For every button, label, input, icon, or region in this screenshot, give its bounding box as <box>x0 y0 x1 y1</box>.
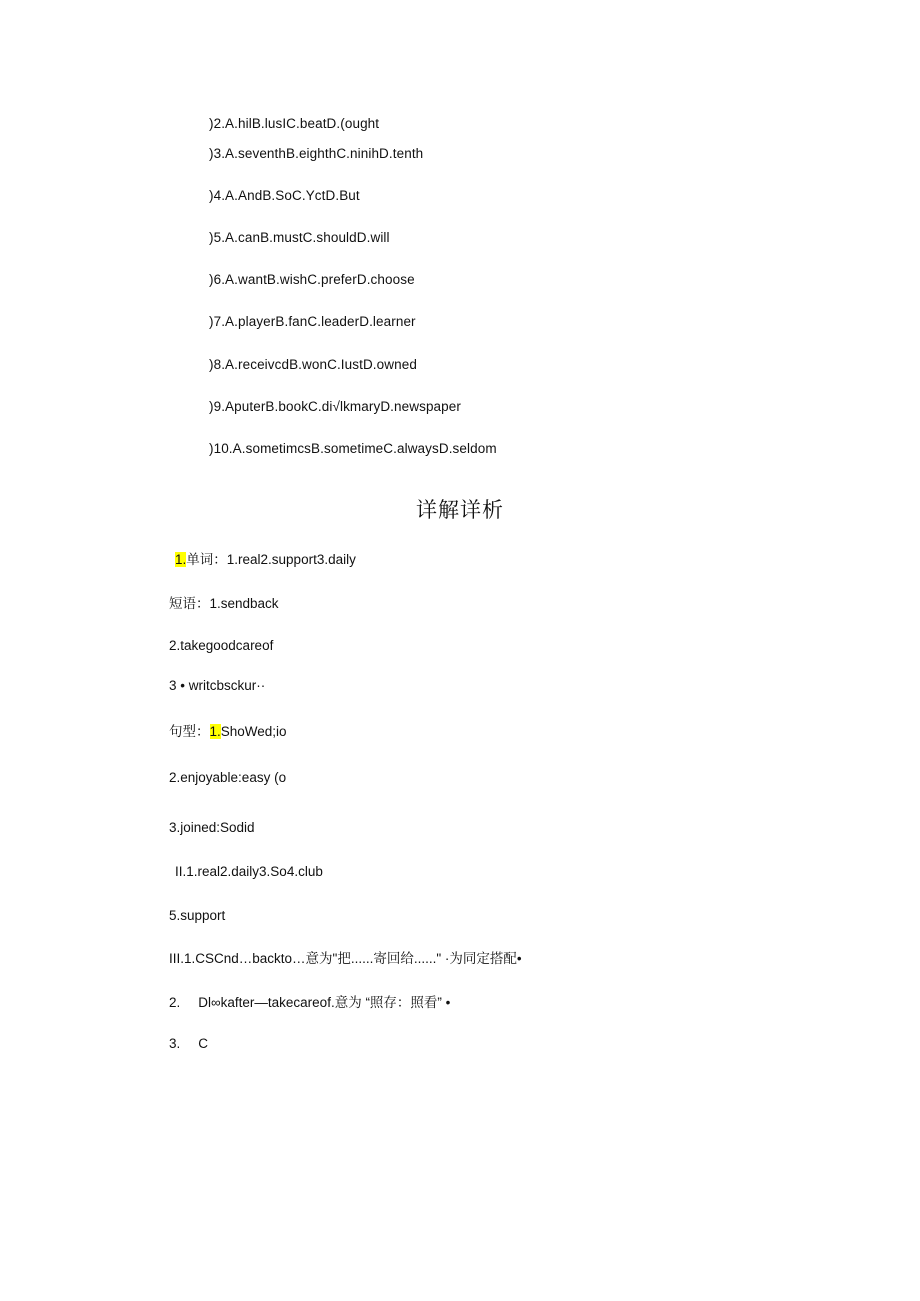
phrase-line: 3 • writcbsckur·· <box>169 678 266 693</box>
choice-line: )4.A.AndB.SoC.YctD.But <box>209 188 360 203</box>
part3-line <box>169 991 450 1011</box>
choice-line: )7.A.playerB.fanC.leaderD.learner <box>209 314 416 329</box>
answer-words <box>175 548 356 568</box>
highlight-number: 1. <box>209 724 221 739</box>
part3-line <box>169 1036 208 1051</box>
answer-patterns <box>169 720 287 740</box>
choice-line: )3.A.seventhB.eighthC.ninihD.tenth <box>209 146 424 161</box>
line-text: C <box>198 1036 209 1051</box>
part2-line: II.1.real2.daily3.So4.club <box>175 864 323 879</box>
line-number: 3. <box>169 1036 181 1051</box>
words-text: 1.real2.support3.daily <box>226 552 356 567</box>
phrases-label: 短语： <box>169 596 210 611</box>
patterns-text: ShoWed;io <box>220 724 287 739</box>
choice-line: )10.A.sometimcsB.sometimeC.alwaysD.seldom <box>209 441 497 456</box>
section-title: 详解详析 <box>416 499 504 522</box>
choice-line: )5.A.canB.mustC.shouldD.will <box>209 230 390 245</box>
phrase-line: 2.takegoodcareof <box>169 638 274 653</box>
choice-line: )9.AputerB.bookC.di√lkmaryD.newspaper <box>209 399 461 414</box>
part3-line: III.1.CSCnd…backto…意为"把......寄回给......" ·为同定搭配• <box>169 951 522 966</box>
answer-phrases <box>169 592 279 612</box>
choice-line: )8.A.receivcdB.wonC.IustD.owned <box>209 357 417 372</box>
pattern-line: 2.enjoyable:easy (o <box>169 770 287 785</box>
choice-line: )6.A.wantB.wishC.preferD.choose <box>209 272 415 287</box>
choice-line: )2.A.hilB.lusIC.beatD.(ought <box>209 116 380 131</box>
line-number: 2. <box>169 995 181 1010</box>
line-text: Dl∞kafter—takecareof.意为 “照存：照看” • <box>198 995 451 1010</box>
pattern-line: 3.joined:Sodid <box>169 820 255 835</box>
phrases-text: 1.sendback <box>209 596 279 611</box>
highlight-number: 1. <box>175 552 187 567</box>
patterns-label: 句型： <box>169 724 210 739</box>
words-label: 单词： <box>186 552 227 567</box>
part2-line: 5.support <box>169 908 226 923</box>
